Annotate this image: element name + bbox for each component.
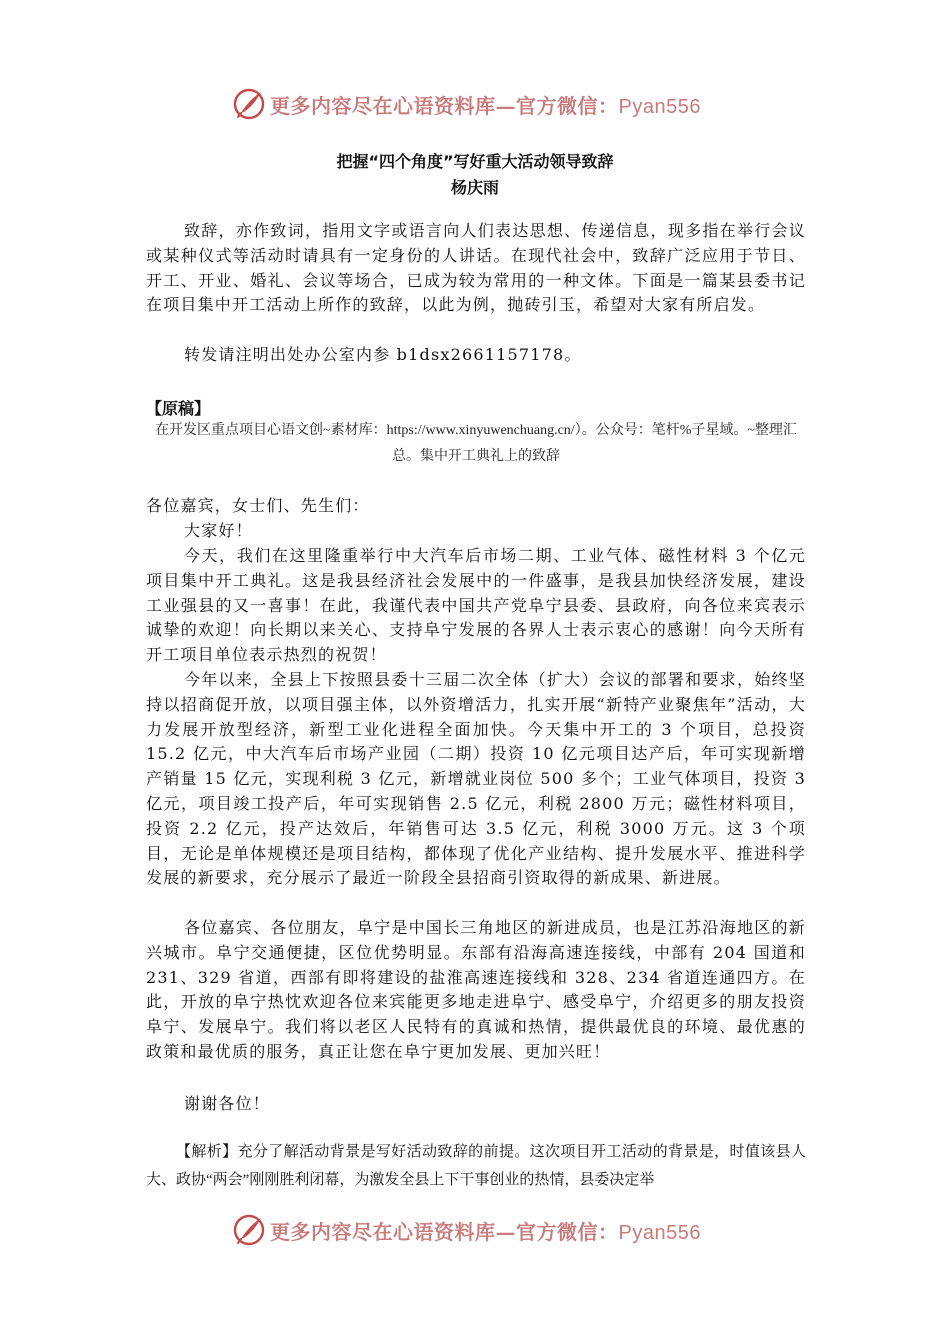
wechat-id: Pyan556 <box>618 1221 701 1244</box>
wechat-id: Pyan556 <box>618 95 701 118</box>
header-banner <box>0 84 950 124</box>
speech-paragraph-3: 各位嘉宾、各位朋友，阜宁是中国长三角地区的新进成员，也是江苏沿海地区的新兴城市。阜宁交通便捷，区位优势明显。东部有沿海高速连接线，中部有 204 国道和 231、329 省道，西部有即将建设的盐淮高速连接线和 328、234 省道连通四方。在此，开放的阜宁热忱欢迎各位来宾能更多地走进阜宁、感受阜宁，介绍更多的朋友投资阜宁、发展阜宁。我们将以老区人民特有的真诚和热情，提供最优良的环境、最优惠的政策和最优质的服务，真正让您在阜宁更加发展、更加兴旺！ <box>146 918 806 1061</box>
repost-notice: 转发请注明出处办公室内参 b1dsx2661157178。 <box>184 345 582 364</box>
speech-paragraph-2: 今年以来，全县上下按照县委十三届二次全体（扩大）会议的部署和要求，始终坚持以招商促开放，以项目强主体，以外资增活力，扎实开展“新特产业聚焦年”活动，大力发展开放型经济，新型工业化进程全面加快。今天集中开工的 3 个项目，总投资 15.2 亿元，中大汽车后市场产业园（二期）投资 10 亿元项目达产后，年可实现新增产销量 15 亿元，实现利税 3 亿元，新增就业岗位 500 多个；工业气体项目，投资 3 亿元，项目竣工投产后，年可实现销售 2.5 亿元，利税 2800 万元；磁性材料项目，投资 2.2 亿元，投产达效后，年销售可达 3.5 亿元，利税 3000 万元。这 3 个项目，无论是单体规模还是项目结构，都体现了优化产业结构、提升发展水平、推进科学发展的新要求，充分展示了最近一阶段全县招商引资取得的新成果、新进展。 <box>146 670 806 888</box>
intro-paragraph: 致辞，亦作致词，指用文字或语言向人们表达思想、传递信息，现多指在举行会议或某种仪式等活动时请具有一定身份的人讲话。在现代社会中，致辞广泛应用于节日、开工、开业、婚礼、会议等场合，已成为较为常用的一种文体。下面是一篇某县委书记在项目集中开工活动上所作的致辞，以此为例，抛砖引玉，希望对大家有所启发。 <box>146 221 806 315</box>
original-heading: 【原稿】 <box>146 399 211 418</box>
banner-text: 更多内容尽在心语资料库—官方微信：Pyan556 <box>270 93 701 118</box>
source-line: 在开发区重点项目心语文创~素材库：https://www.xinyuwenchuang.cn/）。公众号：笔杆%子星域。~整理汇总。集中开工典礼上的致辞 <box>155 423 797 464</box>
banner-text: 更多内容尽在心语资料库—官方微信：Pyan556 <box>270 1219 701 1244</box>
speech-greeting: 大家好！ <box>184 521 253 540</box>
quill-logo-icon <box>232 1213 266 1247</box>
analysis-paragraph: 【解析】充分了解活动背景是写好活动致辞的前提。这次项目开工活动的背景是，时值该县人大、政协“两会”刚刚胜利闭幕，为激发全县上下干事创业的热情，县委决定举 <box>146 1144 806 1188</box>
footer-banner <box>0 1210 950 1250</box>
quill-logo-icon <box>232 87 266 121</box>
speech-closing: 谢谢各位！ <box>184 1094 271 1113</box>
speech-paragraph-1: 今天，我们在这里隆重举行中大汽车后市场二期、工业气体、磁性材料 3 个亿元项目集中开工典礼。这是我县经济社会发展中的一件盛事，是我县加快经济发展，建设工业强县的又一喜事！在此，我谨代表中国共产党阜宁县委、县政府，向各位来宾表示诚挚的欢迎！向长期以来关心、支持阜宁发展的各界人士表示衷心的感谢！向今天所有开工项目单位表示热烈的祝贺！ <box>146 546 806 665</box>
speech-salutation: 各位嘉宾，女士们、先生们： <box>146 496 370 515</box>
article-title: 把握“四个角度”写好重大活动领导致辞 <box>336 152 614 171</box>
article-author: 杨庆雨 <box>450 178 499 197</box>
